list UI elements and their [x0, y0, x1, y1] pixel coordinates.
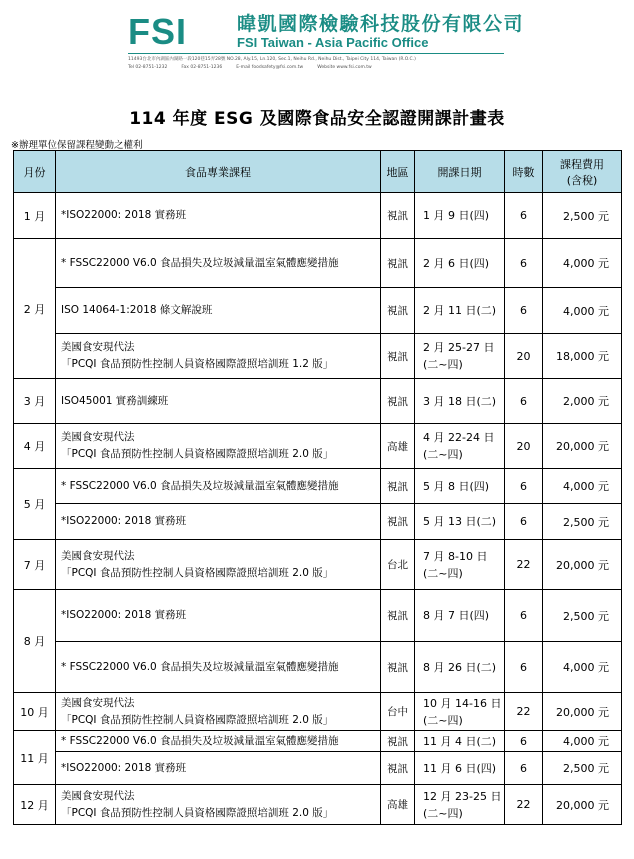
- table-row: [14, 731, 622, 752]
- header-fee-line1: 課程費用: [560, 157, 604, 171]
- date-weekday: (二~四): [423, 566, 463, 580]
- course-name: *ISO22000: 2018 實務班: [61, 761, 187, 774]
- hours-cell: 6: [505, 288, 543, 334]
- month-cell: 12 月: [14, 785, 56, 825]
- course-cell: [56, 731, 381, 752]
- date-cell: [415, 785, 505, 825]
- hours-cell: 20: [505, 334, 543, 379]
- date-cell: [415, 193, 505, 239]
- region-cell: 視訊: [381, 193, 415, 239]
- course-cell: [56, 785, 381, 825]
- fee-cell: 4,000 元: [543, 288, 622, 334]
- table-row: [14, 193, 622, 239]
- date-cell: [415, 752, 505, 785]
- course-name: * FSSC22000 V6.0 食品損失及垃圾減量溫室氣體應變措施: [61, 734, 339, 747]
- header-region: 地區: [381, 151, 415, 193]
- region-cell: 視訊: [381, 752, 415, 785]
- course-law: 美國食安現代法: [61, 696, 135, 709]
- course-cell: [56, 693, 381, 731]
- region-cell: 台中: [381, 693, 415, 731]
- hours-cell: 6: [505, 642, 543, 693]
- hours-cell: 6: [505, 379, 543, 424]
- date-cell: [415, 469, 505, 504]
- course-cell: [56, 642, 381, 693]
- fee-cell: 20,000 元: [543, 540, 622, 590]
- region-cell: 視訊: [381, 239, 415, 288]
- table-row: [14, 469, 622, 504]
- fee-cell: 2,000 元: [543, 379, 622, 424]
- date-text: 2 月 11 日(二): [423, 304, 497, 317]
- date-text: 2 月 6 日(四): [423, 256, 490, 270]
- course-cell: [56, 193, 381, 239]
- course-cell: [56, 334, 381, 379]
- table-row: [14, 239, 622, 288]
- disclaimer-note: ※辦理單位保留課程變動之權利: [11, 140, 143, 151]
- table-row: [14, 334, 622, 379]
- course-cell: [56, 239, 381, 288]
- company-name-cn: 暐凱國際檢驗科技股份有限公司: [237, 13, 525, 35]
- hours-cell: 6: [505, 193, 543, 239]
- table-header-row: [14, 151, 622, 193]
- header-hours: 時數: [505, 151, 543, 193]
- month-cell: 8 月: [14, 590, 56, 693]
- date-cell: [415, 731, 505, 752]
- date-cell: [415, 504, 505, 540]
- hours-cell: 6: [505, 469, 543, 504]
- letterhead: [0, 0, 634, 80]
- region-cell: 台北: [381, 540, 415, 590]
- fee-cell: 2,500 元: [543, 590, 622, 642]
- table-row: [14, 693, 622, 731]
- course-name: 「PCQI 食品預防性控制人員資格國際證照培訓班 2.0 版」: [61, 566, 334, 579]
- course-name: 「PCQI 食品預防性控制人員資格國際證照培訓班 2.0 版」: [61, 713, 334, 726]
- fee-cell: 20,000 元: [543, 785, 622, 825]
- header-month: 月份: [14, 151, 56, 193]
- date-text: 10 月 14-16 日: [423, 696, 502, 710]
- course-cell: [56, 504, 381, 540]
- date-text: 5 月 8 日(四): [423, 479, 490, 493]
- company-email: E-mail foodsafety@fsi.com.tw: [236, 65, 304, 70]
- course-name: *ISO22000: 2018 實務班: [61, 609, 187, 621]
- course-name: * FSSC22000 V6.0 食品損失及垃圾減量溫室氣體應變措施: [61, 256, 339, 269]
- table-row: [14, 424, 622, 469]
- header-course: 食品專業課程: [56, 151, 381, 193]
- fee-cell: 4,000 元: [543, 731, 622, 752]
- date-weekday: (二~四): [423, 806, 463, 820]
- table-row: [14, 540, 622, 590]
- course-cell: [56, 379, 381, 424]
- region-cell: 高雄: [381, 785, 415, 825]
- header-date: 開課日期: [415, 151, 505, 193]
- table-row: [14, 379, 622, 424]
- course-name: *ISO22000: 2018 實務班: [61, 209, 187, 221]
- date-text: 8 月 26 日(二): [423, 660, 497, 674]
- month-cell: 1 月: [14, 193, 56, 239]
- course-cell: [56, 424, 381, 469]
- fee-cell: 4,000 元: [543, 239, 622, 288]
- date-weekday: (二~四): [423, 448, 463, 461]
- course-cell: [56, 540, 381, 590]
- date-cell: [415, 540, 505, 590]
- course-cell: [56, 469, 381, 504]
- date-text: 11 月 6 日(四): [423, 761, 497, 775]
- region-cell: 高雄: [381, 424, 415, 469]
- date-text: 2 月 25-27 日: [423, 341, 495, 354]
- fsi-logo: FSI: [128, 11, 188, 52]
- fee-cell: 4,000 元: [543, 469, 622, 504]
- fee-cell: 20,000 元: [543, 424, 622, 469]
- month-cell: 3 月: [14, 379, 56, 424]
- date-cell: [415, 288, 505, 334]
- month-cell: 5 月: [14, 469, 56, 540]
- company-name-en: FSI Taiwan - Asia Pacific Office: [237, 35, 429, 50]
- table-row: [14, 752, 622, 785]
- fee-cell: 20,000 元: [543, 693, 622, 731]
- company-website: Website www.fsi.com.tw: [317, 65, 372, 70]
- month-cell: 2 月: [14, 239, 56, 379]
- date-text: 12 月 23-25 日: [423, 789, 502, 803]
- date-text: 1 月 9 日(四): [423, 209, 490, 222]
- month-cell: 7 月: [14, 540, 56, 590]
- date-text: 7 月 8-10 日: [423, 549, 488, 563]
- fee-cell: 4,000 元: [543, 642, 622, 693]
- table-row: [14, 642, 622, 693]
- hours-cell: 6: [505, 504, 543, 540]
- table-row: [14, 288, 622, 334]
- fee-cell: 2,500 元: [543, 752, 622, 785]
- region-cell: 視訊: [381, 288, 415, 334]
- hours-cell: 6: [505, 590, 543, 642]
- date-weekday: (二~四): [423, 358, 463, 371]
- region-cell: 視訊: [381, 642, 415, 693]
- date-text: 3 月 18 日(二): [423, 394, 497, 408]
- region-cell: 視訊: [381, 504, 415, 540]
- hours-cell: 20: [505, 424, 543, 469]
- company-fax: Fax 02-8751-1236: [181, 65, 223, 70]
- date-cell: [415, 590, 505, 642]
- date-text: 4 月 22-24 日: [423, 431, 495, 444]
- course-law: 美國食安現代法: [61, 549, 135, 562]
- course-name: 「PCQI 食品預防性控制人員資格國際證照培訓班 2.0 版」: [61, 806, 334, 819]
- hours-cell: 6: [505, 731, 543, 752]
- document-title: 114 年度 ESG 及國際食品安全認證開課計畫表: [129, 109, 505, 129]
- table-row: [14, 590, 622, 642]
- course-name: * FSSC22000 V6.0 食品損失及垃圾減量溫室氣體應變措施: [61, 479, 339, 492]
- region-cell: 視訊: [381, 469, 415, 504]
- course-name: 「PCQI 食品預防性控制人員資格國際證照培訓班 2.0 版」: [61, 448, 334, 460]
- hours-cell: 22: [505, 540, 543, 590]
- course-law: 美國食安現代法: [61, 789, 135, 802]
- hours-cell: 6: [505, 752, 543, 785]
- hours-cell: 6: [505, 239, 543, 288]
- course-name: * FSSC22000 V6.0 食品損失及垃圾減量溫室氣體應變措施: [61, 660, 339, 673]
- course-law: 美國食安現代法: [61, 431, 135, 443]
- course-name: *ISO22000: 2018 實務班: [61, 515, 187, 527]
- region-cell: 視訊: [381, 590, 415, 642]
- date-cell: [415, 693, 505, 731]
- month-cell: 4 月: [14, 424, 56, 469]
- course-name: ISO 14064-1:2018 條文解說班: [61, 304, 213, 316]
- course-cell: [56, 590, 381, 642]
- fee-cell: 2,500 元: [543, 193, 622, 239]
- table-row: [14, 785, 622, 825]
- date-cell: [415, 334, 505, 379]
- course-cell: [56, 288, 381, 334]
- hours-cell: 22: [505, 785, 543, 825]
- date-cell: [415, 642, 505, 693]
- date-text: 5 月 13 日(二): [423, 515, 497, 528]
- fee-cell: 2,500 元: [543, 504, 622, 540]
- region-cell: 視訊: [381, 334, 415, 379]
- month-cell: 11 月: [14, 731, 56, 785]
- date-text: 8 月 7 日(四): [423, 609, 490, 622]
- fee-cell: 18,000 元: [543, 334, 622, 379]
- course-law: 美國食安現代法: [61, 341, 135, 353]
- course-schedule-table: [13, 150, 622, 825]
- header-fee-line2: (含稅): [566, 173, 598, 187]
- header-fee: [543, 151, 622, 193]
- date-cell: [415, 239, 505, 288]
- date-weekday: (二~四): [423, 713, 463, 727]
- region-cell: 視訊: [381, 379, 415, 424]
- company-contact: [128, 65, 500, 70]
- region-cell: 視訊: [381, 731, 415, 752]
- course-name: 「PCQI 食品預防性控制人員資格國際證照培訓班 1.2 版」: [61, 358, 334, 370]
- table-row: [14, 504, 622, 540]
- date-cell: [415, 424, 505, 469]
- course-name: ISO45001 實務訓練班: [61, 394, 169, 407]
- hours-cell: 22: [505, 693, 543, 731]
- company-address: 11493台北市內湖區內湖路一段120巷15弄28號 NO.28, Aly.15, Ln.120, Sec.1, Neihu Rd., Neihu Dist., Taipei City 114, Taiwan (R.O.C.): [128, 57, 416, 62]
- course-cell: [56, 752, 381, 785]
- month-cell: 10 月: [14, 693, 56, 731]
- company-tel: Tel 02-8751-1232: [128, 65, 168, 70]
- date-cell: [415, 379, 505, 424]
- letterhead-divider: [128, 53, 504, 54]
- date-text: 11 月 4 日(二): [423, 734, 497, 748]
